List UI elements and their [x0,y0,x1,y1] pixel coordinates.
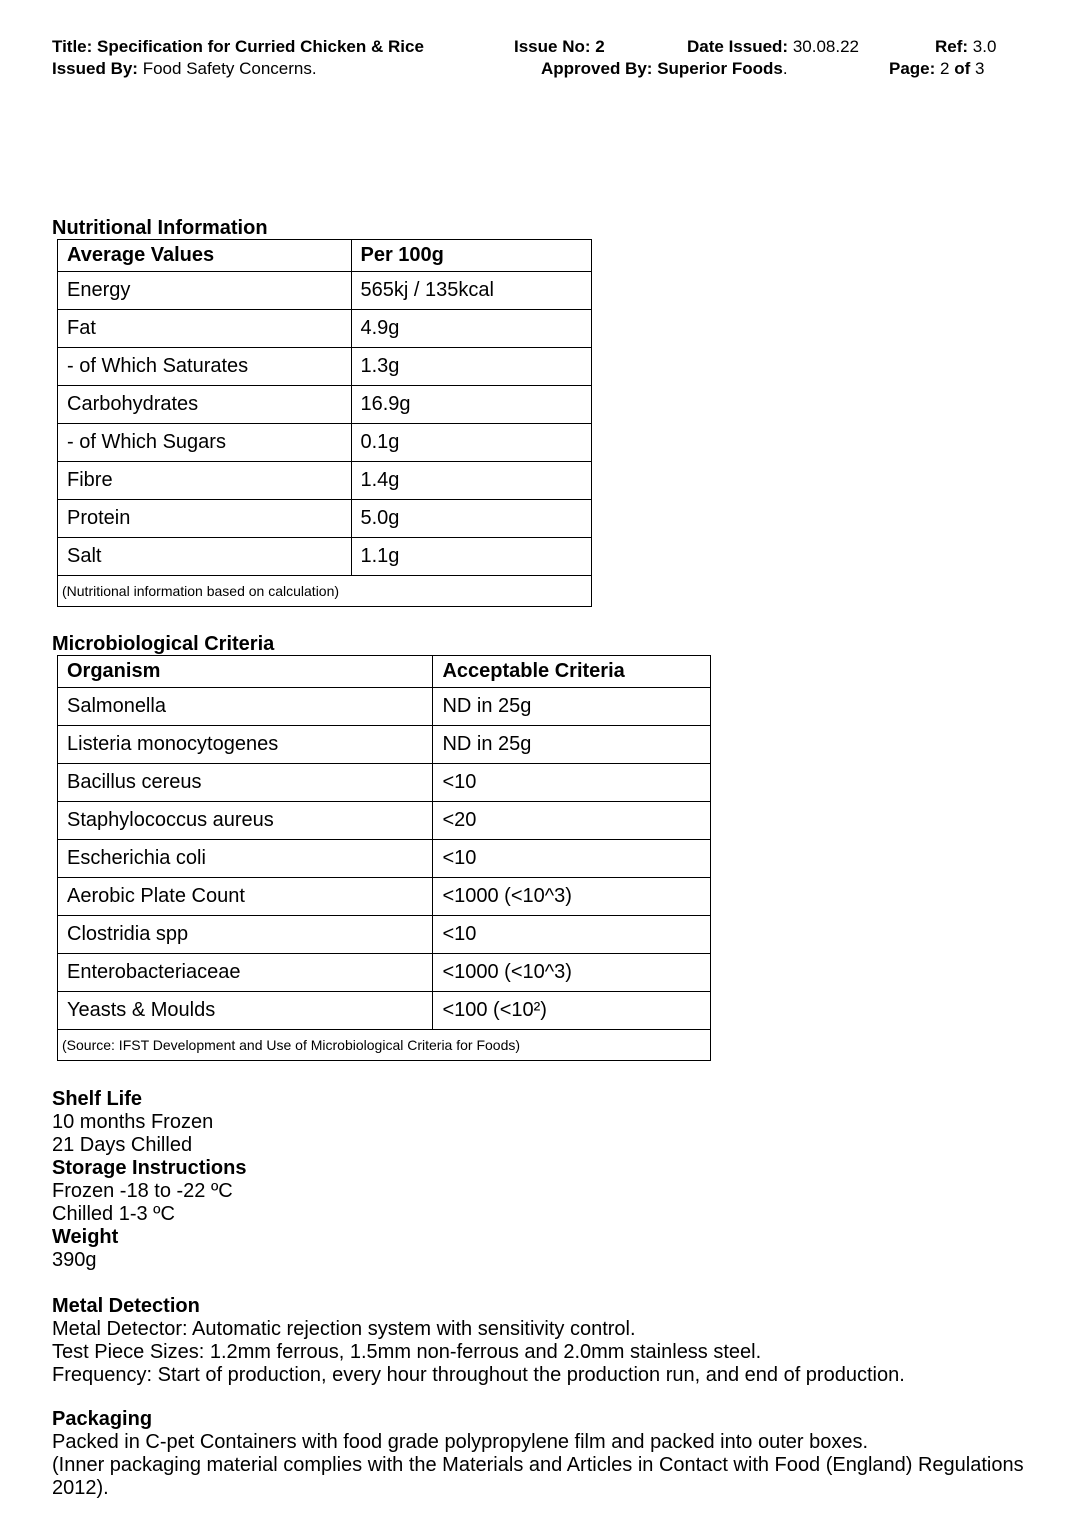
metal-detection-line: Test Piece Sizes: 1.2mm ferrous, 1.5mm non-ferrous and 2.0mm stainless steel. [52,1341,762,1363]
weight-title: Weight [52,1226,119,1248]
storage-line: Chilled 1-3 ºC [52,1203,175,1225]
column-header: Average Values [58,240,352,272]
table-note: (Nutritional information based on calculation) [58,576,592,607]
row-value: 565kj / 135kcal [351,272,592,310]
weight-line: 390g [52,1249,97,1271]
row-label: Staphylococcus aureus [58,802,433,840]
row-value: 0.1g [351,424,592,462]
nutrition-header-row [58,240,592,272]
table-row [58,878,711,916]
row-label: Salt [58,538,352,576]
table-row [58,840,711,878]
page-number: Page: 2 of 3 [889,59,985,78]
table-row [58,348,592,386]
micro-title: Microbiological Criteria [52,633,275,655]
ref-number: Ref: 3.0 [935,37,997,56]
row-value: <1000 (<10^3) [433,954,711,992]
packaging-line: (Inner packaging material complies with the Materials and Articles in Contact with Food (England) Regulations [52,1454,1024,1476]
micro-table [57,655,711,1061]
row-label: Enterobacteriaceae [58,954,433,992]
row-value: <100 (<10²) [433,992,711,1030]
packaging-title: Packaging [52,1408,153,1430]
nutrition-title: Nutritional Information [52,217,268,239]
metal-detection-line: Frequency: Start of production, every hour throughout the production run, and end of production. [52,1364,905,1386]
row-label: Salmonella [58,688,433,726]
table-note: (Source: IFST Development and Use of Microbiological Criteria for Foods) [58,1030,711,1061]
row-label: Fibre [58,462,352,500]
row-label: Energy [58,272,352,310]
packaging-section [52,1408,1024,1500]
table-row [58,310,592,348]
column-header: Organism [58,656,433,688]
row-value: <1000 (<10^3) [433,878,711,916]
metal-detection-line: Metal Detector: Automatic rejection system with sensitivity control. [52,1318,636,1340]
date-issued: Date Issued: 30.08.22 [687,37,860,56]
row-label: - of Which Sugars [58,424,352,462]
row-label: Fat [58,310,352,348]
table-row [58,688,711,726]
row-value: ND in 25g [433,688,711,726]
table-row [58,462,592,500]
doc-title: Title: Specification for Curried Chicken & Rice [52,37,424,56]
storage-title: Storage Instructions [52,1157,247,1179]
table-row [58,272,592,310]
table-row [58,386,592,424]
row-value: <10 [433,764,711,802]
row-label: Protein [58,500,352,538]
issued-by: Issued By: Food Safety Concerns. [52,59,317,78]
row-label: Carbohydrates [58,386,352,424]
table-row [58,424,592,462]
shelf-life-line: 10 months Frozen [52,1111,214,1133]
row-label: Escherichia coli [58,840,433,878]
column-header: Per 100g [351,240,592,272]
shelf-storage-weight-section [52,1088,246,1272]
row-label: Bacillus cereus [58,764,433,802]
row-value: <10 [433,916,711,954]
packaging-line: 2012). [52,1477,109,1499]
row-value: 5.0g [351,500,592,538]
row-value: 1.1g [351,538,592,576]
packaging-line: Packed in C-pet Containers with food grade polypropylene film and packed into outer boxes. [52,1431,869,1453]
table-row [58,802,711,840]
row-label: Yeasts & Moulds [58,992,433,1030]
row-value: 4.9g [351,310,592,348]
issue-number: Issue No: 2 [514,37,605,56]
row-value: 1.4g [351,462,592,500]
nutrition-note-row [58,576,592,607]
row-value: 16.9g [351,386,592,424]
metal-detection-section [52,1295,905,1387]
table-row [58,538,592,576]
table-row [58,726,711,764]
table-row [58,954,711,992]
micro-note-row [58,1030,711,1061]
row-value: <20 [433,802,711,840]
approved-by: Approved By: Superior Foods. [541,59,788,78]
nutrition-table [57,239,592,607]
row-label: Listeria monocytogenes [58,726,433,764]
row-value: ND in 25g [433,726,711,764]
row-label: - of Which Saturates [58,348,352,386]
row-value: 1.3g [351,348,592,386]
table-row [58,992,711,1030]
shelf-life-line: 21 Days Chilled [52,1134,193,1156]
column-header: Acceptable Criteria [433,656,711,688]
row-value: <10 [433,840,711,878]
table-row [58,500,592,538]
row-label: Aerobic Plate Count [58,878,433,916]
micro-header-row [58,656,711,688]
table-row [58,916,711,954]
table-row [58,764,711,802]
storage-line: Frozen -18 to -22 ºC [52,1180,233,1202]
shelf-life-title: Shelf Life [52,1088,143,1110]
metal-detection-title: Metal Detection [52,1295,200,1317]
row-label: Clostridia spp [58,916,433,954]
